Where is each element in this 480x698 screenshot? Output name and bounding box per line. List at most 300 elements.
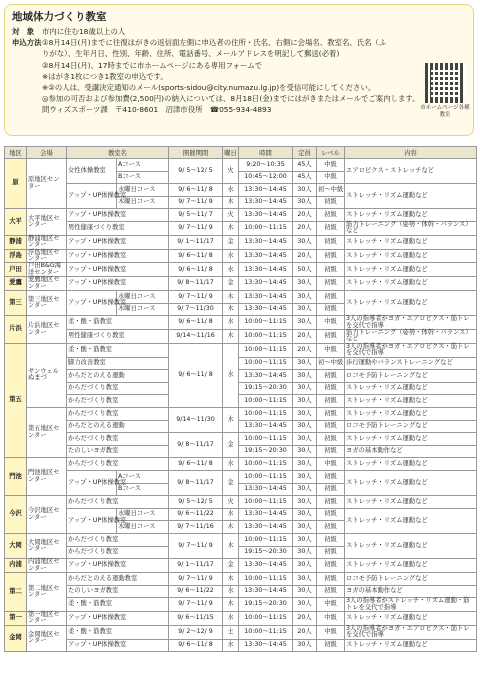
- info-lines: [12, 26, 466, 116]
- level-cell: 初級: [317, 382, 345, 395]
- class-cell: からだとのえる運動: [67, 420, 169, 433]
- info-text: 問ウィズスポーツ課 〒410-8601 沼津市役所 ☎055-934-4893: [42, 105, 272, 115]
- time-cell: 13:30～14:45: [239, 277, 293, 291]
- period-cell: 9/ 7～11/ 9: [169, 221, 223, 235]
- level-cell: 初級: [317, 249, 345, 263]
- period-cell: 9/ 5～11/ 7: [169, 209, 223, 222]
- class-cell: からだづくり教室: [67, 458, 169, 471]
- day-cell: 金: [223, 235, 239, 249]
- capacity-cell: 30人: [293, 303, 317, 316]
- capacity-cell: 30人: [293, 458, 317, 471]
- time-cell: 10:00～11:15: [239, 357, 293, 370]
- info-text: 市内に住む18歳以上の人: [42, 27, 126, 36]
- header-time: 時間: [239, 147, 293, 159]
- area-cell: 静浦: [5, 235, 27, 249]
- period-cell: 9/ 1～11/17: [169, 559, 223, 573]
- info-text: ①8月14日(月)までに往復はがきの返信面左側に申込者の住所・氏名、右側に会場名、教室名、氏名（ふ: [42, 38, 387, 48]
- day-cell: 木: [223, 533, 239, 558]
- time-cell: 9:20～10:35: [239, 159, 293, 172]
- class-cell: アップ・UP体操教室: [67, 291, 117, 316]
- class-cell: アップ・UP体操教室: [67, 277, 169, 291]
- content-cell: 3人の指導者がヨガ・エアロビクス・筋トレを交代で指導: [345, 343, 477, 357]
- period-cell: 9/ 7～11/ 9: [169, 533, 223, 558]
- class-cell: からだづくり教室: [67, 408, 169, 421]
- capacity-cell: 30人: [293, 508, 317, 521]
- course-cell: 水曜日コース: [117, 291, 169, 304]
- capacity-cell: 30人: [293, 471, 317, 484]
- capacity-cell: 30人: [293, 559, 317, 573]
- time-cell: 13:30～14:45: [239, 521, 293, 534]
- level-cell: 初級: [317, 546, 345, 559]
- level-cell: 初級: [317, 445, 345, 458]
- header-venue: 会場: [27, 147, 67, 159]
- table-row: [5, 343, 477, 357]
- level-cell: 中級: [317, 316, 345, 330]
- capacity-cell: 30人: [293, 291, 317, 304]
- table-row: [5, 291, 477, 304]
- day-cell: 水: [223, 458, 239, 471]
- period-cell: 9/ 5～12/ 5: [169, 159, 223, 184]
- class-cell: アップ・UP体操教室: [67, 249, 169, 263]
- venue-cell: 第五地区センター: [27, 408, 67, 458]
- info-label: 申込方法: [12, 38, 42, 48]
- table-row: [5, 249, 477, 263]
- class-cell: たのしいヨガ教室: [67, 585, 169, 598]
- capacity-cell: 30人: [293, 370, 317, 383]
- capacity-cell: 20人: [293, 625, 317, 639]
- period-cell: 9/ 6～11/ 8: [169, 316, 223, 330]
- day-cell: 木: [223, 598, 239, 612]
- level-cell: 初級: [317, 263, 345, 277]
- table-row: [5, 370, 477, 383]
- time-cell: 13:30～14:45: [239, 508, 293, 521]
- time-cell: 19:15～20:30: [239, 382, 293, 395]
- level-cell: 初級: [317, 395, 345, 408]
- content-cell: ヨガの基本動作など: [345, 445, 477, 458]
- day-cell: 金: [223, 277, 239, 291]
- info-text: ◎参加の可否および参加費(2,500円)の納入については、8月18日(金)までにはがきまたはメールでご案内します。: [42, 94, 420, 104]
- info-text: ②8月14日(月)、17時までに市ホームページにある専用フォームで: [42, 60, 263, 70]
- day-cell: 木: [223, 330, 239, 344]
- period-cell: 9/ 7～11/ 9: [169, 572, 223, 585]
- level-cell: 初級: [317, 433, 345, 446]
- table-row: [5, 330, 477, 344]
- time-cell: 10:00～11:15: [239, 533, 293, 546]
- period-cell: 9/ 6～11/ 8: [169, 249, 223, 263]
- level-cell: 初級: [317, 471, 345, 484]
- info-line: [12, 60, 466, 71]
- day-cell: 水: [223, 639, 239, 652]
- table-row: [5, 458, 477, 471]
- qr-code-icon[interactable]: [425, 63, 465, 103]
- level-cell: 初級: [317, 572, 345, 585]
- header-class: 教室名: [67, 147, 169, 159]
- content-cell: 3人の指導者がストレッチ・リズム運動・筋トレを交代で指導: [345, 598, 477, 612]
- time-cell: 13:30～14:45: [239, 209, 293, 222]
- class-cell: からだづくり教室: [67, 433, 169, 446]
- capacity-cell: 30人: [293, 496, 317, 509]
- venue-cell: 片浜地区センター: [27, 316, 67, 344]
- table-row: [5, 625, 477, 639]
- capacity-cell: 30人: [293, 395, 317, 408]
- area-cell: 愛鷹: [5, 277, 27, 291]
- content-cell: ストレッチ・リズム運動など: [345, 277, 477, 291]
- info-box: [4, 4, 474, 136]
- class-cell: 女性体操教室: [67, 159, 117, 184]
- content-cell: エアロビクス・ストレッチなど: [345, 159, 477, 184]
- time-cell: 13:30～14:45: [239, 559, 293, 573]
- capacity-cell: 20人: [293, 221, 317, 235]
- class-cell: からだとのえる運動: [67, 370, 169, 383]
- class-cell: アップ・UP体操教室: [67, 184, 117, 209]
- class-cell: アップ・UP体操教室: [67, 209, 169, 222]
- period-cell: 9/ 6～11/ 8: [169, 263, 223, 277]
- table-body: [5, 159, 477, 652]
- area-cell: 戸田: [5, 263, 27, 277]
- time-cell: 10:00～11:15: [239, 496, 293, 509]
- capacity-cell: 30人: [293, 598, 317, 612]
- course-cell: Aコース: [117, 471, 169, 484]
- table-row: [5, 316, 477, 330]
- area-cell: 第二: [5, 572, 27, 611]
- class-cell: からだとのえる運動教室: [67, 572, 169, 585]
- time-cell: 13:30～14:45: [239, 483, 293, 496]
- content-cell: ストレッチ・リズム運動など: [345, 263, 477, 277]
- table-row: [5, 408, 477, 421]
- venue-cell: 原地区センター: [27, 159, 67, 209]
- class-cell: アップ・UP体操教室: [67, 508, 117, 533]
- level-cell: 中級: [317, 598, 345, 612]
- course-cell: 木曜日コース: [117, 196, 169, 209]
- venue-cell: 第一地区センター: [27, 611, 67, 625]
- level-cell: 初級: [317, 585, 345, 598]
- venue-cell: 今沢地区センター: [27, 496, 67, 534]
- table-row: [5, 611, 477, 625]
- level-cell: 初級: [317, 330, 345, 344]
- content-cell: 筋力トレーニング（姿勢・体幹・バランス）など: [345, 330, 477, 344]
- content-cell: ストレッチ・リズム運動など: [345, 471, 477, 496]
- time-cell: 13:30～14:45: [239, 184, 293, 197]
- day-cell: 木: [223, 303, 239, 316]
- header-level: レベル: [317, 147, 345, 159]
- time-cell: 10:00～11:15: [239, 343, 293, 357]
- table-row: [5, 639, 477, 652]
- level-cell: 初級: [317, 235, 345, 249]
- class-cell: 柔・酸・筋教室: [67, 343, 169, 357]
- level-cell: 初～中級: [317, 184, 345, 197]
- time-cell: 10:00～11:15: [239, 611, 293, 625]
- info-text: りがな）、生年月日、性別、年齢、住所、電話番号、メールアドレスを明記して郵送(必着): [42, 49, 340, 59]
- time-cell: 13:30～14:45: [239, 196, 293, 209]
- capacity-cell: 30人: [293, 483, 317, 496]
- content-cell: ストレッチ・リズム運動など: [345, 458, 477, 471]
- period-cell: 9/ 1～11/17: [169, 235, 223, 249]
- content-cell: ストレッチ・リズム運動など: [345, 533, 477, 558]
- level-cell: 初級: [317, 508, 345, 521]
- time-cell: 13:30～14:45: [239, 303, 293, 316]
- content-cell: ヨガの基本動作など: [345, 585, 477, 598]
- day-cell: 木: [223, 291, 239, 304]
- capacity-cell: 30人: [293, 445, 317, 458]
- level-cell: 初級: [317, 496, 345, 509]
- class-cell: 脚力改善教室: [67, 357, 169, 370]
- area-cell: 大岡: [5, 533, 27, 558]
- table-row: [5, 433, 477, 446]
- capacity-cell: 30人: [293, 546, 317, 559]
- info-text: ※②の人は、受講決定通知のメール(sports-sidou@city.numazu.lg.jp)を受信可能にしてください。: [42, 83, 376, 93]
- period-cell: 9/ 7～11/ 9: [169, 598, 223, 612]
- day-cell: 木: [223, 521, 239, 534]
- content-cell: ロコモ予防トレーニングなど: [345, 420, 477, 433]
- table-row: [5, 585, 477, 598]
- period-cell: 9/ 8～11/17: [169, 433, 223, 458]
- venue-cell: サンウェルぬまづ: [27, 343, 67, 407]
- day-cell: 金: [223, 471, 239, 496]
- period-cell: 9/ 8～11/17: [169, 471, 223, 496]
- qr-caption: 市ホームページ各種教室: [420, 105, 470, 118]
- time-cell: 13:30～14:45: [239, 639, 293, 652]
- content-cell: ストレッチ・リズム運動など: [345, 508, 477, 533]
- capacity-cell: 20人: [293, 343, 317, 357]
- table-row: [5, 395, 477, 408]
- day-cell: 水: [223, 343, 239, 407]
- day-cell: 水: [223, 184, 239, 197]
- capacity-cell: 50人: [293, 263, 317, 277]
- table-row: [5, 382, 477, 395]
- time-cell: 10:00～11:15: [239, 471, 293, 484]
- time-cell: 19:15～20:30: [239, 546, 293, 559]
- day-cell: 土: [223, 625, 239, 639]
- class-cell: 男性健康づくり教室: [67, 221, 169, 235]
- time-cell: 10:00～11:15: [239, 625, 293, 639]
- capacity-cell: 30人: [293, 533, 317, 546]
- day-cell: 水: [223, 263, 239, 277]
- period-cell: 9/ 7～11/ 9: [169, 196, 223, 209]
- area-cell: 門池: [5, 458, 27, 496]
- capacity-cell: 30人: [293, 420, 317, 433]
- info-line: [12, 48, 466, 59]
- level-cell: 初級: [317, 533, 345, 546]
- area-cell: 今沢: [5, 496, 27, 534]
- capacity-cell: 30人: [293, 433, 317, 446]
- class-cell: からだづくり教室: [67, 546, 169, 559]
- day-cell: 水: [223, 585, 239, 598]
- venue-cell: 戸田B&G海洋センター: [27, 263, 67, 277]
- header-period: 開催期間: [169, 147, 223, 159]
- class-cell: アップ・UP体操教室: [67, 235, 169, 249]
- capacity-cell: 30人: [293, 184, 317, 197]
- day-cell: 金: [223, 433, 239, 458]
- time-cell: 10:00～11:15: [239, 458, 293, 471]
- level-cell: 初級: [317, 277, 345, 291]
- venue-cell: 大平地区センター: [27, 209, 67, 235]
- time-cell: 10:00～11:15: [239, 221, 293, 235]
- level-cell: 初級: [317, 639, 345, 652]
- course-cell: 木曜日コース: [117, 521, 169, 534]
- class-cell: からだづくり教室: [67, 533, 169, 546]
- time-cell: 13:30～14:45: [239, 585, 293, 598]
- level-cell: 初級: [317, 209, 345, 222]
- level-cell: 中級: [317, 611, 345, 625]
- info-line: [12, 26, 466, 37]
- course-cell: Bコース: [117, 171, 169, 184]
- time-cell: 10:00～11:15: [239, 433, 293, 446]
- class-cell: 柔・酸・筋教室: [67, 625, 169, 639]
- table-row: [5, 221, 477, 235]
- info-text: ※はがき1枚につき1教室の申込です。: [42, 71, 168, 81]
- level-cell: 初級: [317, 291, 345, 304]
- content-cell: 筋力トレーニング（姿勢・体幹・バランス）など: [345, 221, 477, 235]
- course-cell: Aコース: [117, 159, 169, 172]
- capacity-cell: 30人: [293, 382, 317, 395]
- venue-cell: 第二地区センター: [27, 572, 67, 611]
- area-cell: 第三: [5, 291, 27, 316]
- venue-cell: 金岡地区センター: [27, 625, 67, 651]
- capacity-cell: 30人: [293, 572, 317, 585]
- time-cell: 19:15～20:30: [239, 598, 293, 612]
- class-cell: 男性健康づくり教室: [67, 330, 169, 344]
- class-cell: たのしいヨガ教室: [67, 445, 169, 458]
- area-cell: 金岡: [5, 625, 27, 651]
- class-cell: からだづくり教室: [67, 496, 169, 509]
- content-cell: ストレッチ・リズム運動など: [345, 639, 477, 652]
- table-row: [5, 184, 477, 197]
- level-cell: 初級: [317, 196, 345, 209]
- level-cell: 初級: [317, 483, 345, 496]
- level-cell: 初級: [317, 521, 345, 534]
- area-cell: 第五: [5, 343, 27, 458]
- day-cell: 火: [223, 209, 239, 222]
- table-row: [5, 508, 477, 521]
- period-cell: 9/ 2～12/ 9: [169, 625, 223, 639]
- period-cell: 9/14～11/16: [169, 330, 223, 344]
- info-line: [12, 82, 466, 93]
- area-cell: 浮島: [5, 249, 27, 263]
- content-cell: ストレッチ・リズム運動など: [345, 496, 477, 509]
- day-cell: 火: [223, 159, 239, 184]
- content-cell: ストレッチ・リズム運動など: [345, 291, 477, 316]
- content-cell: ストレッチ・リズム運動など: [345, 433, 477, 446]
- venue-cell: 門池地区センター: [27, 458, 67, 496]
- capacity-cell: 20人: [293, 330, 317, 344]
- day-cell: 水: [223, 249, 239, 263]
- capacity-cell: 30人: [293, 521, 317, 534]
- capacity-cell: 30人: [293, 639, 317, 652]
- content-cell: ストレッチ・リズム運動など: [345, 235, 477, 249]
- day-cell: 金: [223, 559, 239, 573]
- level-cell: 中級: [317, 159, 345, 172]
- venue-cell: 大岡地区センター: [27, 533, 67, 558]
- course-cell: Bコース: [117, 483, 169, 496]
- header-content: 内容: [345, 147, 477, 159]
- level-cell: 初級: [317, 559, 345, 573]
- period-cell: 9/ 8～11/17: [169, 277, 223, 291]
- content-cell: ストレッチ・リズム運動など: [345, 382, 477, 395]
- content-cell: ロコモ予防トレーニングなど: [345, 572, 477, 585]
- table-row: [5, 420, 477, 433]
- time-cell: 10:00～11:15: [239, 395, 293, 408]
- venue-cell: 愛鷹地区センター: [27, 277, 67, 291]
- time-cell: 10:00～11:15: [239, 572, 293, 585]
- header-area: 地区: [5, 147, 27, 159]
- schedule-table: [4, 146, 477, 652]
- period-cell: 9/ 7～11/30: [169, 303, 223, 316]
- table-row: [5, 471, 477, 484]
- content-cell: ストレッチ・リズム運動など: [345, 611, 477, 625]
- table-row: [5, 159, 477, 172]
- info-line: [12, 71, 466, 82]
- time-cell: 13:30～14:45: [239, 420, 293, 433]
- period-cell: 9/ 6～11/22: [169, 585, 223, 598]
- area-cell: 第一: [5, 611, 27, 625]
- table-row: [5, 235, 477, 249]
- period-cell: 9/ 6～11/ 8: [169, 343, 223, 407]
- period-cell: 9/ 6～11/22: [169, 508, 223, 521]
- capacity-cell: 20人: [293, 611, 317, 625]
- content-cell: ストレッチ・リズム運動など: [345, 395, 477, 408]
- venue-cell: 浮島地区センター: [27, 249, 67, 263]
- level-cell: 初級: [317, 370, 345, 383]
- time-cell: 13:30～14:45: [239, 291, 293, 304]
- content-cell: ストレッチ・リズム運動など: [345, 249, 477, 263]
- class-cell: からだづくり教室: [67, 395, 169, 408]
- table-header: [5, 147, 477, 159]
- day-cell: 木: [223, 572, 239, 585]
- period-cell: 9/14～11/30: [169, 408, 223, 433]
- content-cell: 3人の指導者がヨガ・エアロビクス・筋トレを交代で指導: [345, 316, 477, 330]
- capacity-cell: 30人: [293, 277, 317, 291]
- time-cell: 10:00～11:15: [239, 316, 293, 330]
- content-cell: 3人の指導者がヨガ・エアロビクス・筋トレを交代で指導: [345, 625, 477, 639]
- class-cell: 柔・酸・筋教室: [67, 598, 169, 612]
- table-row: [5, 533, 477, 546]
- class-cell: アップ・UP体操教室: [67, 263, 169, 277]
- period-cell: 9/ 6～11/ 8: [169, 458, 223, 471]
- content-cell: 歩行運動やバランストレーニングなど: [345, 357, 477, 370]
- table-row: [5, 277, 477, 291]
- day-cell: 水: [223, 508, 239, 521]
- content-cell: ストレッチ・リズム運動など: [345, 209, 477, 222]
- time-cell: 10:45～12:00: [239, 171, 293, 184]
- time-cell: 13:30～14:45: [239, 235, 293, 249]
- header-day: 曜日: [223, 147, 239, 159]
- class-cell: 柔・酸・筋教室: [67, 316, 169, 330]
- capacity-cell: 30人: [293, 235, 317, 249]
- capacity-cell: 20人: [293, 249, 317, 263]
- table-row: [5, 572, 477, 585]
- day-cell: 木: [223, 221, 239, 235]
- capacity-cell: 30人: [293, 316, 317, 330]
- table-row: [5, 598, 477, 612]
- area-cell: 内浦: [5, 559, 27, 573]
- day-cell: 木: [223, 196, 239, 209]
- time-cell: 13:30～14:45: [239, 370, 293, 383]
- table-row: [5, 209, 477, 222]
- day-cell: 火: [223, 496, 239, 509]
- info-line: [12, 37, 466, 48]
- time-cell: 13:30～14:45: [239, 249, 293, 263]
- period-cell: 9/ 7～11/16: [169, 521, 223, 534]
- course-cell: 水曜日コース: [117, 508, 169, 521]
- info-label: 対 象: [12, 27, 35, 36]
- class-cell: アップ・UP体操教室: [67, 559, 169, 573]
- day-cell: 水: [223, 316, 239, 330]
- level-cell: 初級: [317, 303, 345, 316]
- period-cell: 9/ 6～11/ 8: [169, 639, 223, 652]
- venue-cell: 第三地区センター: [27, 291, 67, 316]
- content-cell: ストレッチ・リズム運動など: [345, 408, 477, 421]
- level-cell: 初級: [317, 221, 345, 235]
